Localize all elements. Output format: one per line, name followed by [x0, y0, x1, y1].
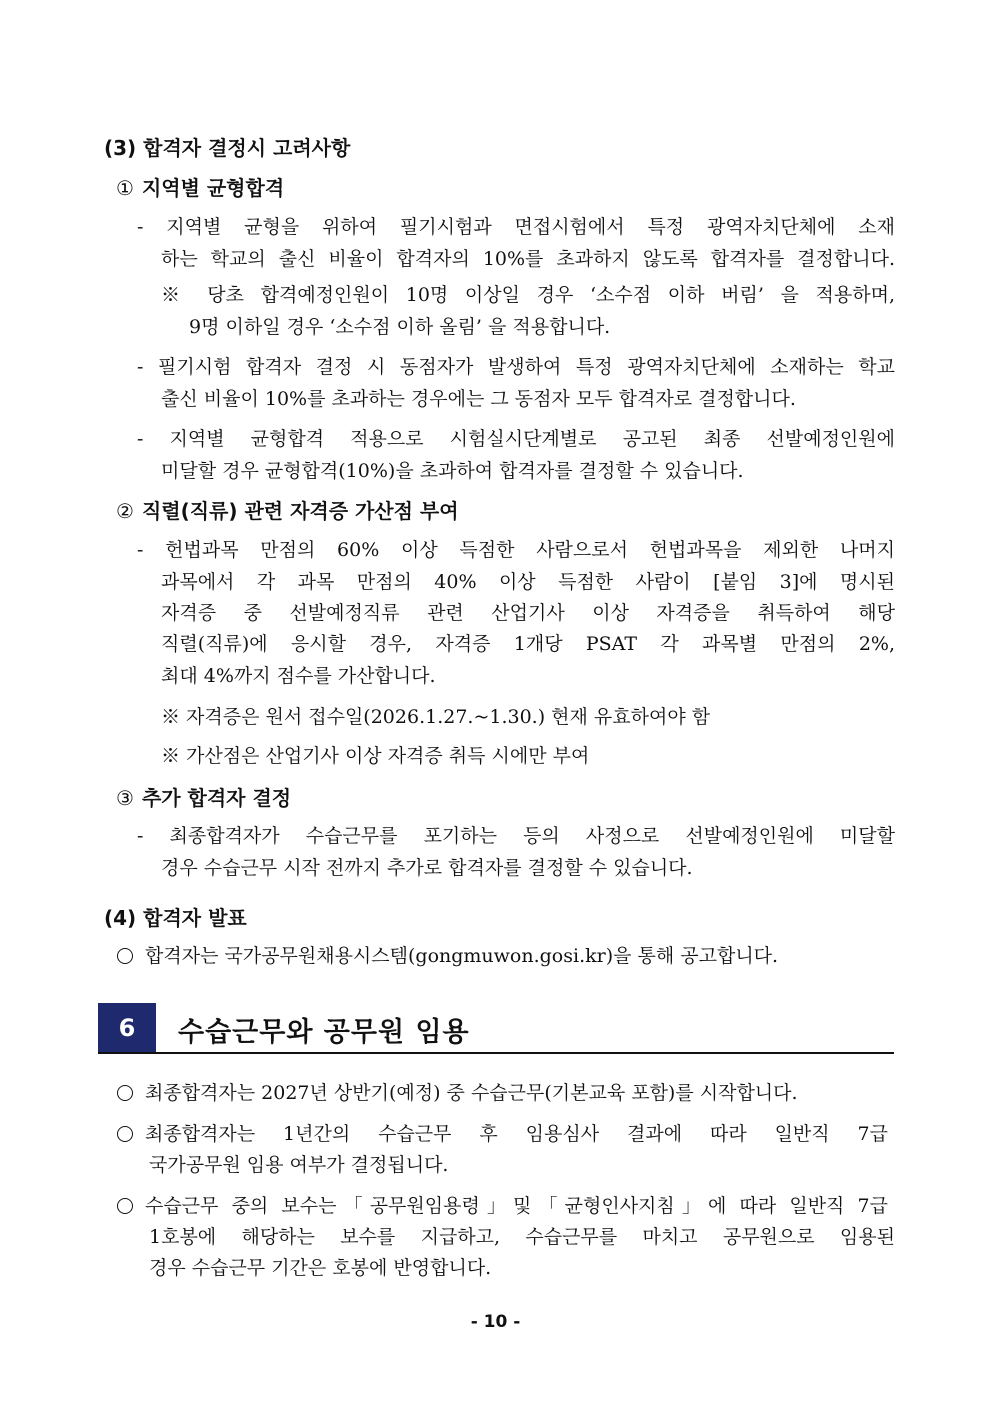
section-6-number-box: 6	[98, 1003, 156, 1053]
item-1-heading	[116, 172, 284, 201]
item-3-bullet-1-cont: 경우 수습근무 시작 전까지 추가로 합격자를 결정할 수 있습니다.	[161, 857, 693, 879]
text-line: - 지역별 균형을 위하여 필기시험과 면접시험에서 특정 광역자치단체에 소재	[137, 216, 895, 238]
text-line: 과목에서 각 과목 만점의 40% 이상 득점한 사람이 [붙임 3]에 명시된	[161, 571, 895, 593]
section-6-para-3-cont-2: 경우 수습근무 기간은 호봉에 반영합니다.	[149, 1257, 492, 1279]
item-3-heading	[116, 782, 291, 811]
item-3-title: 추가 합격자 결정	[141, 786, 292, 810]
section-6-para-3-cont-1	[149, 1221, 895, 1253]
text-line: 수습근무 중의 보수는「공무원임용령」및「균형인사지침」에 따라 일반직 7급	[145, 1195, 888, 1217]
section-6-para-1	[117, 1077, 895, 1109]
item-2-bullet-1	[137, 534, 895, 566]
section-6-para-2	[117, 1118, 895, 1150]
item-2-bullet-1-cont-2	[161, 597, 895, 629]
text-line: - 최종합격자가 수습근무를 포기하는 등의 사정으로 선발예정인원에 미달할	[137, 825, 895, 847]
item-2-bullet-1-cont-1	[161, 566, 895, 598]
text-line: 1호봉에 해당하는 보수를 지급하고, 수습근무를 마치고 공무원으로 임용된	[149, 1226, 895, 1248]
item-1-bullet-1-cont	[161, 243, 895, 275]
text-line: - 필기시험 합격자 결정 시 동점자가 발생하여 특정 광역자치단체에 소재하는 학교	[137, 356, 895, 378]
item-2-title: 직렬(직류) 관련 자격증 가산점 부여	[141, 499, 459, 523]
item-1-number: ①	[116, 176, 134, 200]
item-1-bullet-2	[137, 351, 895, 383]
text-line: 자격증 중 선발예정직류 관련 산업기사 이상 자격증을 취득하여 해당	[161, 602, 895, 624]
text-line: 하는 학교의 출신 비율이 합격자의 10%를 초과하지 않도록 합격자를 결정합니다.	[161, 248, 895, 270]
section-4-line	[117, 940, 778, 972]
text-line: 직렬(직류)에 응시할 경우, 자격증 1개당 PSAT 각 과목별 만점의 2%,	[161, 633, 895, 655]
circle-bullet-icon	[117, 1198, 133, 1214]
text-line: - 지역별 균형합격 적용으로 시험실시단계별로 공고된 최종 선발예정인원에	[137, 428, 895, 450]
section-3-heading: (3) 합격자 결정시 고려사항	[104, 136, 351, 160]
item-1-note-cont: 9명 이하일 경우 ‘소수점 이하 올림’ 을 적용합니다.	[189, 316, 611, 338]
section-6-para-3	[117, 1190, 895, 1222]
page-number: - 10 -	[470, 1312, 521, 1332]
text-line: - 헌법과목 만점의 60% 이상 득점한 사람으로서 헌법과목을 제외한 나머지	[137, 539, 895, 561]
text-line: 합격자는 국가공무원채용시스템(gongmuwon.gosi.kr)을 통해 공고합니다.	[145, 945, 779, 967]
circle-bullet-icon	[117, 1126, 133, 1142]
item-2-bullet-1-cont-3	[161, 628, 895, 660]
item-1-title: 지역별 균형합격	[141, 176, 285, 200]
text-line: 최종합격자는 2027년 상반기(예정) 중 수습근무(기본교육 포함)를 시작합니다.	[145, 1082, 798, 1104]
text-line: 최종합격자는 1년간의 수습근무 후 임용심사 결과에 따라 일반직 7급	[145, 1123, 888, 1145]
item-2-note-1: ※ 자격증은 원서 접수일(2026.1.27.~1.30.) 현재 유효하여야 함	[161, 706, 711, 728]
item-3-number: ③	[116, 786, 134, 810]
section-6-divider	[98, 1052, 894, 1054]
item-3-bullet-1	[137, 820, 895, 852]
item-1-bullet-3-cont: 미달할 경우 균형합격(10%)을 초과하여 합격자를 결정할 수 있습니다.	[161, 460, 744, 482]
item-2-note-2: ※ 가산점은 산업기사 이상 자격증 취득 시에만 부여	[161, 745, 590, 767]
text-line: ※ 당초 합격예정인원이 10명 이상일 경우 ‘소수점 이하 버림’ 을 적용하며,	[161, 284, 895, 306]
section-4-heading: (4) 합격자 발표	[104, 906, 247, 930]
circle-bullet-icon	[117, 948, 133, 964]
item-1-bullet-2-cont: 출신 비율이 10%를 초과하는 경우에는 그 동점자 모두 합격자로 결정합니다.	[161, 388, 796, 410]
item-2-number: ②	[116, 499, 134, 523]
circle-bullet-icon	[117, 1085, 133, 1101]
section-6-title: 수습근무와 공무원 임용	[178, 1017, 470, 1048]
section-6-para-2-cont: 국가공무원 임용 여부가 결정됩니다.	[149, 1154, 449, 1176]
item-1-bullet-1	[137, 211, 895, 243]
item-1-bullet-3	[137, 423, 895, 455]
item-1-note	[161, 279, 895, 311]
item-2-heading	[116, 495, 459, 524]
item-2-bullet-1-cont-4: 최대 4%까지 점수를 가산합니다.	[161, 665, 436, 687]
